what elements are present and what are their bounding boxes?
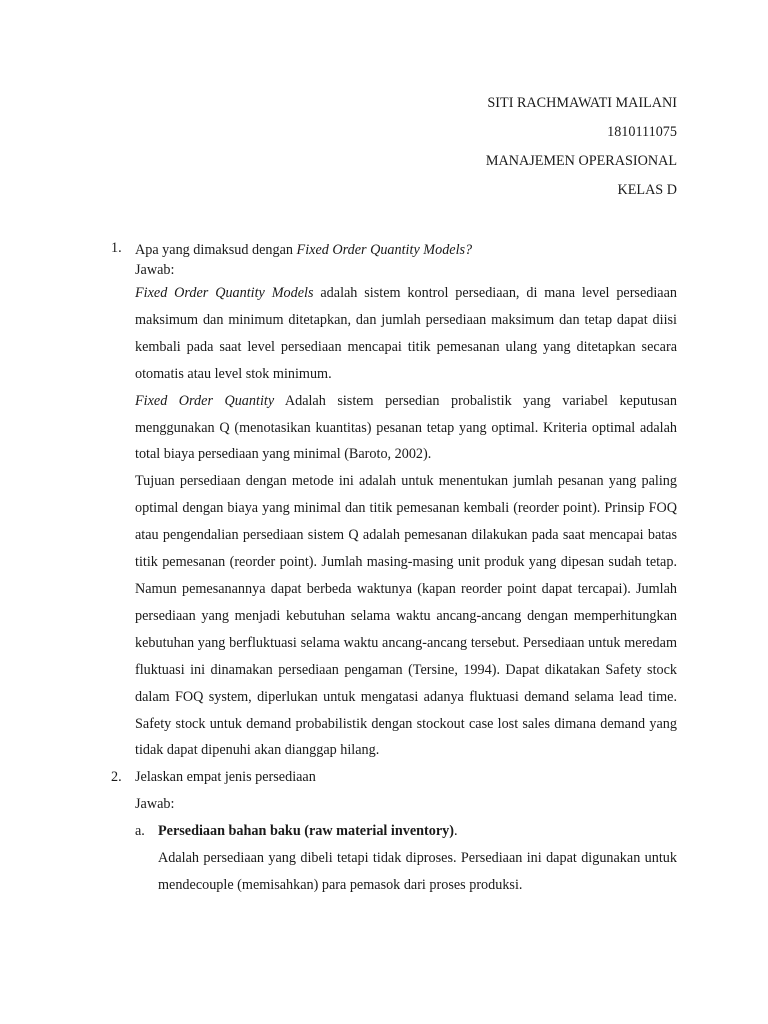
question-text: Apa yang dimaksud dengan Fixed Order Quantity Models?	[135, 242, 473, 258]
author-header	[486, 91, 677, 207]
answer-paragraph-1: Fixed Order Quantity Models adalah sistem kontrol persediaan, di mana level persediaan maksimum dan minimum ditetapkan, dan jumlah persediaan maksimum dan tetap dapat diisi kembali pada saat level persediaan mencapai titik pemesanan ulang yang ditetapkan secara otomatis atau level stok minimum.	[135, 285, 677, 382]
course-name: MANAJEMEN OPERASIONAL	[485, 153, 677, 169]
answer-label: Jawab:	[135, 796, 175, 813]
author-name: SITI RACHMAWATI MAILANI	[487, 95, 677, 111]
class-name: KELAS D	[617, 182, 677, 198]
question-number: 2.	[111, 769, 122, 786]
question-1	[111, 240, 677, 764]
question-number: 1.	[111, 240, 122, 256]
list-item-text: Adalah persediaan yang dibeli tetapi tidak diproses. Persediaan ini dapat digunakan untuk mendecouple (memisahkan) para pemasok dari proses produksi.	[158, 850, 677, 893]
list-item	[135, 818, 677, 899]
list-item-title: Persediaan bahan baku (raw material inventory).	[158, 823, 458, 840]
question-2	[111, 764, 677, 899]
answer-paragraph-3: Tujuan persediaan dengan metode ini adalah untuk menentukan jumlah pesanan yang paling optimal dengan biaya yang minimal dan titik pemesanan kembali (reorder point). Prinsip FOQ atau pengendalian persediaan sistem Q adalah pemesanan dilakukan pada saat mencapai batas titik pemesanan (reorder point). Jumlah masing-masing unit produk yang dipesan sudah tetap. Namun pemesanannya dapat berbeda waktunya (kapan reorder point dapat tercapai). Jumlah persediaan yang menjadi kebutuhan selama waktu ancang-ancang dengan memperhitungkan kebutuhan yang berfluktuasi selama waktu ancang-ancang tersebut. Persediaan untuk meredam fluktuasi ini dinamakan persediaan pengaman (Tersine, 1994). Dapat dikatakan Safety stock dalam FOQ system, diperlukan untuk mengatasi adanya fluktuasi demand selama lead time. Safety stock untuk demand probabilistik dengan stockout case lost sales dimana demand yang tidak dapat dipenuhi akan dianggap hilang.	[135, 473, 677, 759]
list-item-letter: a.	[135, 823, 145, 840]
student-number: 1810111075	[607, 124, 677, 140]
answer-label: Jawab:	[135, 262, 175, 278]
question-text: Jelaskan empat jenis persediaan	[135, 769, 316, 786]
document-body	[111, 240, 677, 899]
answer-paragraph-2: Fixed Order Quantity Adalah sistem persedian probalistik yang variabel keputusan menggunakan Q (menotasikan kuantitas) pesanan tetap yang optimal. Kriteria optimal adalah total biaya persediaan yang minimal (Baroto, 2002).	[135, 392, 677, 463]
